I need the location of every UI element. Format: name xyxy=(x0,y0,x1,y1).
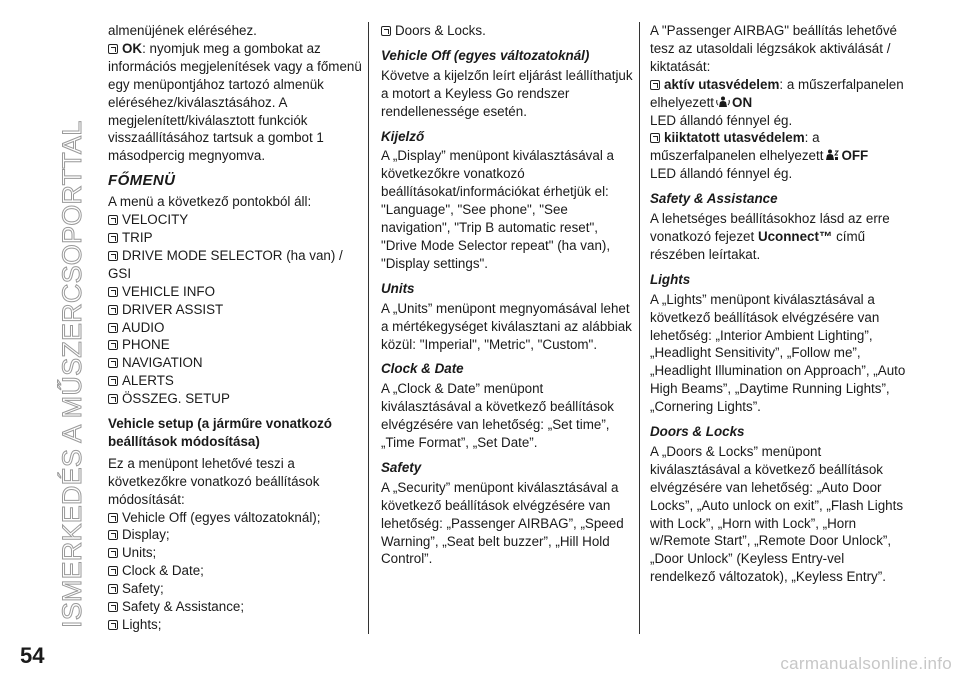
list-item: Safety; xyxy=(108,580,362,598)
ok-paragraph xyxy=(108,40,362,165)
checkbox-bullet-icon xyxy=(108,548,118,558)
vehicle-off-heading: Vehicle Off (egyes változatoknál) xyxy=(381,47,590,63)
column-3 xyxy=(650,22,912,586)
checkbox-bullet-icon xyxy=(108,287,118,297)
inactive-label: kiiktatott utasvédelem xyxy=(664,130,805,146)
checkbox-bullet-icon xyxy=(108,44,118,54)
column-divider xyxy=(368,22,369,634)
column-divider xyxy=(639,22,640,634)
checkbox-bullet-icon xyxy=(108,530,118,540)
vehicle-setup-heading: Vehicle setup (a járműre vonatkozó beállítások módosítása) xyxy=(108,416,332,449)
clock-date-heading: Clock & Date xyxy=(381,361,464,377)
checkbox-bullet-icon xyxy=(108,620,118,630)
list-item: Clock & Date; xyxy=(108,562,362,580)
checkbox-bullet-icon xyxy=(108,233,118,243)
active-state: ON xyxy=(732,94,753,110)
intro-text: almenüjének eléréséhez. xyxy=(108,23,257,38)
checkbox-bullet-icon xyxy=(108,340,118,350)
airbag-active-paragraph: aktív utasvédelem: a műszerfalpanelen elhelyezett ON LED állandó fénnyel ég. xyxy=(650,76,904,128)
checkbox-bullet-icon xyxy=(108,602,118,612)
doors-locks-text: A „Doors & Locks” menüpont kiválasztásával a következő beállítások elvégzésére van lehetőség: „Auto Door Locks”, „Auto unlock on exit”, „Flash Lights with Lock”, „Horn with Lock”, „Horn w/Remote Start”, „Remote Door Unlock”, „Door Unlock” (Keyless Entry-vel rendelkező változatok), „Keyless Entry”. xyxy=(650,443,904,585)
checkbox-bullet-icon xyxy=(108,251,118,261)
list-item: ALERTS xyxy=(108,372,362,390)
ok-text: : nyomjuk meg a gombokat az információs megjelenítések vagy a főmenü egy menüpontjához tartozó almenük eléréséhez/kiválasztásához. A megjelenített/kiválasztott funkciók visszaállításához tartsuk a gombot 1 másodpercig megnyomva. xyxy=(108,40,362,164)
menu-items-list xyxy=(108,211,362,408)
side-section-title: ISMERKEDÉS A MŰSZERCSOPORTTAL xyxy=(57,120,87,628)
checkbox-bullet-icon xyxy=(108,305,118,315)
list-item: VELOCITY xyxy=(108,211,362,229)
ok-label: OK xyxy=(122,40,143,56)
list-item: VEHICLE INFO xyxy=(108,283,362,301)
safety-heading: Safety xyxy=(381,459,422,475)
list-item: NAVIGATION xyxy=(108,354,362,372)
list-item: Vehicle Off (egyes változatoknál); xyxy=(108,509,362,527)
list-item: DRIVER ASSIST xyxy=(108,301,362,319)
inactive-state: OFF xyxy=(841,148,869,164)
column-1 xyxy=(108,22,362,634)
page-number: 54 xyxy=(20,643,45,668)
list-item: Lights; xyxy=(108,616,362,634)
checkbox-bullet-icon xyxy=(381,26,391,36)
vehicle-off-text: Követve a kijelzőn leírt eljárást leállíthatjuk a motort a Keyless Go rendszer rendellenessége esetén. xyxy=(381,67,633,119)
safety-text: A „Security” menüpont kiválasztásával a következő beállítások elvégzésére van lehetőség: „Passenger AIRBAG”, „Speed Warning”, „Seat belt buzzer”, „Hill Hold Control”. xyxy=(381,479,624,567)
list-item: Display; xyxy=(108,526,362,544)
list-item: Units; xyxy=(108,544,362,562)
checkbox-bullet-icon xyxy=(650,80,660,90)
safety-assistance-heading: Safety & Assistance xyxy=(650,191,778,207)
list-item: PHONE xyxy=(108,336,362,354)
column-2 xyxy=(381,22,635,568)
lights-text: A „Lights” menüpont kiválasztásával a következő beállítások elvégzésére van lehetőség: „Interior Ambient Lighting”, „Headlight Sensitivity”, „Follow me”, „Headlight Illumination on Approach”, „Auto High Beams”, „Daytime Running Lights”, „Cornering Lights”. xyxy=(650,291,906,415)
menu-intro: A menü a következő pontokból áll: xyxy=(108,194,312,210)
passenger-airbag-on-icon xyxy=(716,96,730,108)
list-item: DRIVE MODE SELECTOR (ha van) / GSI xyxy=(108,247,343,281)
doors-locks-heading: Doors & Locks xyxy=(650,424,745,440)
lights-heading: Lights xyxy=(650,271,691,287)
checkbox-bullet-icon xyxy=(108,584,118,594)
list-item: ÖSSZEG. SETUP xyxy=(108,390,362,408)
clock-date-text: A „Clock & Date” menüpont kiválasztásával a következő beállítások elvégzésére van lehetőség: „Set time”, „Time Format”, „Set Date”. xyxy=(381,381,614,451)
passenger-airbag-off-icon xyxy=(825,149,839,161)
units-text: A „Units” menüpont megnyomásával lehet a mértékegységet kiválasztani az alábbiak közül: "Imperial", "Metric", "Custom". xyxy=(381,300,632,352)
list-item: Doors & Locks. xyxy=(381,22,635,40)
list-item: AUDIO xyxy=(108,319,362,337)
checkbox-bullet-icon xyxy=(108,323,118,333)
units-heading: Units xyxy=(381,280,415,296)
airbag-text: A "Passenger AIRBAG" beállítás lehetővé tesz az utasoldali légzsákok aktiválását / kiktatását: xyxy=(650,23,897,74)
checkbox-bullet-icon xyxy=(108,358,118,368)
watermark: carmanualsonline.info xyxy=(780,654,952,673)
display-heading: Kijelző xyxy=(381,128,425,144)
safety-assistance-text: A lehetséges beállításokhoz lásd az erre vonatkozó fejezet Uconnect™ című részében leírtakat. xyxy=(650,211,890,262)
checkbox-bullet-icon xyxy=(108,566,118,576)
list-item: TRIP xyxy=(108,229,362,247)
checkbox-bullet-icon xyxy=(108,513,118,523)
airbag-inactive-paragraph: kiiktatott utasvédelem: a műszerfalpanelen elhelyezett OFF LED állandó fénnyel ég. xyxy=(650,130,869,182)
checkbox-bullet-icon xyxy=(108,376,118,386)
checkbox-bullet-icon xyxy=(108,394,118,404)
checkbox-bullet-icon xyxy=(108,215,118,225)
checkbox-bullet-icon xyxy=(650,133,660,143)
display-text: A „Display” menüpont kiválasztásával a következőkre vonatkozó beállításokat/információkat érhetjük el: "Language", "See phone", "See navigation", "Trip B automatic reset", "Drive Mode Selector repeat" (ha van), "Display settings". xyxy=(381,148,614,271)
vehicle-setup-text: Ez a menüpont lehetővé teszi a következőkre vonatkozó beállítások módosítását: xyxy=(108,455,320,507)
main-menu-heading: FŐMENÜ xyxy=(108,172,176,190)
setup-items-list xyxy=(108,509,362,634)
active-label: aktív utasvédelem xyxy=(664,76,780,92)
list-item: Safety & Assistance; xyxy=(108,598,362,616)
